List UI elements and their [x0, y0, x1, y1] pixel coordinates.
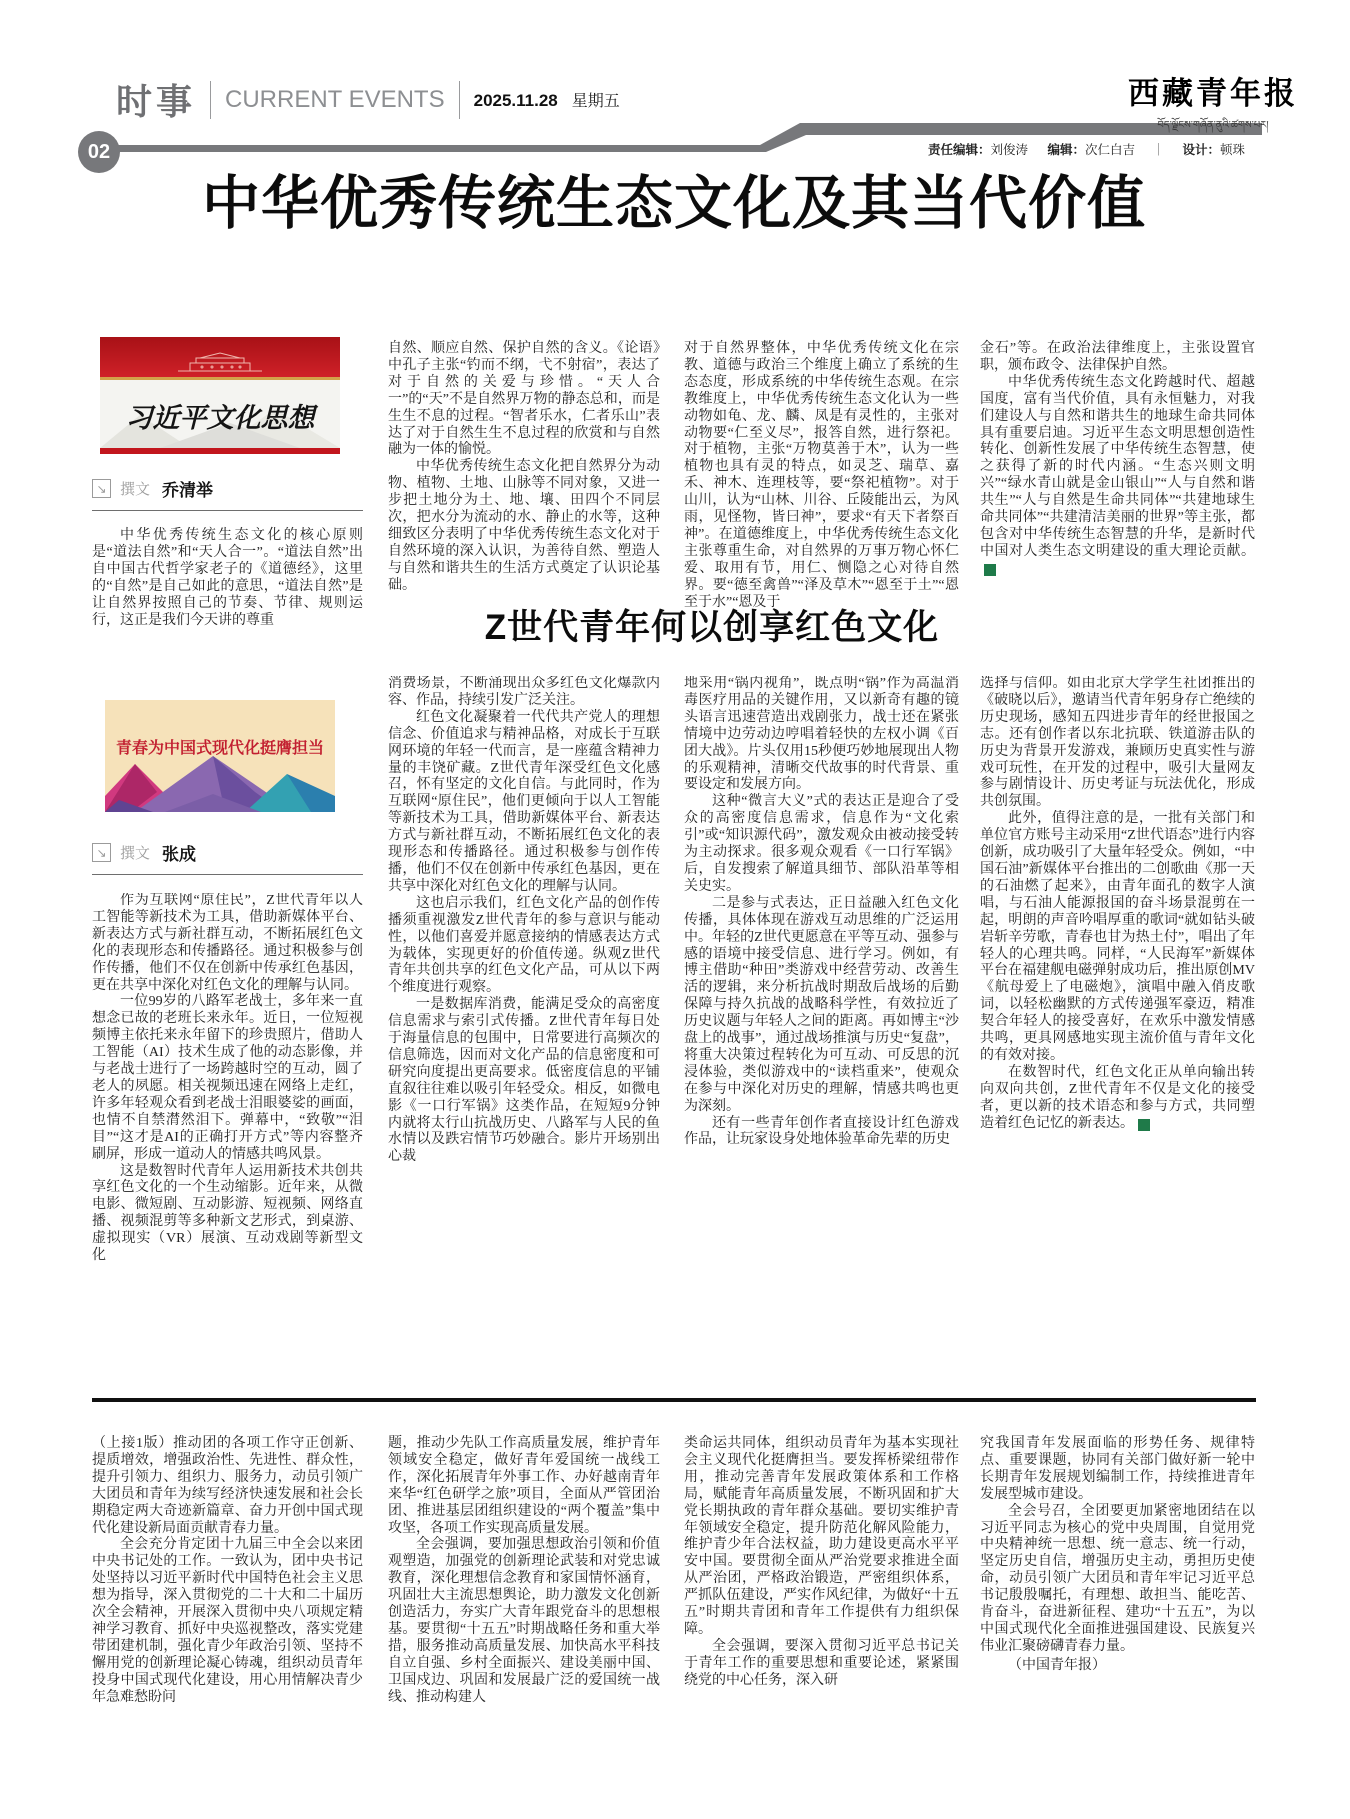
editor-label: 责任编辑： — [927, 143, 991, 157]
article2-column-4 — [980, 676, 1255, 1366]
paragraph: 作为互联网“原住民”，Z世代青年以人工智能等新技术为工具，借助新媒体平台、新表达方式与新社群互动，不断拓展红色文化的表现形态和传播路径。通过积极参与创作传播，他们不仅在创新中传承红色基因，更在共享中深化对红色文化的理解与认同。 — [92, 893, 363, 993]
article1-byline — [92, 476, 363, 511]
paragraph: 题，推动少先队工作高质量发展，维护青年领域安全稳定，做好青年爱国统一战线工作，深化拓展青年外事工作、办好越南青年来华“红色研学之旅”项目，全面从严管团治团、推进基层团组织建设的“两个覆盖”集中攻坚，各项工作实现高质量发展。 — [388, 1436, 660, 1536]
paragraph: 一位99岁的八路军老战士，多年来一直想念已故的老班长来永年。近日，一位短视频博主依托来永年留下的珍贵照片，借助人工智能（AI）技术生成了他的动态影像，并与老战士进行了一场跨越时空的互动，圆了老人的夙愿。相关视频迅速在网络上走红，许多年轻观众看到老战士泪眼婆娑的画面，也情不自禁潸然泪下。弹幕中，“致敬”“泪目”“这才是AI的正确打开方式”等内容整齐刷屏，形成一道动人的情感共鸣风景。 — [92, 994, 363, 1162]
paragraph: 自然、顺应自然、保护自然的含义。《论语》中孔子主张“钓而不纲，弋不射宿”，表达了对于自然的关爱与珍惜。“天人合一”的“天”不是自然界万物的静态总和，而是生生不息的过程。“智者乐水，仁者乐山”表达了对于自然生生不息过程的欣赏和与自然融为一体的愉悦。 — [388, 341, 660, 458]
article-end-icon: 青 — [1138, 1119, 1150, 1131]
paragraph: 全会强调，要深入贯彻习近平总书记关于青年工作的重要思想和重要论述，紧紧围绕党的中心任务，深入研 — [684, 1638, 959, 1688]
paragraph: 消费场景，不断涌现出众多红色文化爆款内容、作品，持续引发广泛关注。 — [388, 676, 660, 708]
paragraph: 这种“微言大义”式的表达正是迎合了受众的高密度信息需求，信息作为“文化索引”或“知识源代码”，激发观众由被动接受转为主动探求。很多观众观看《一口行军锅》后，自发搜索了解道具细节、部队沿革等相关史实。 — [684, 794, 959, 894]
article2-column-3 — [684, 676, 959, 1366]
byline-label: 撰文 — [120, 845, 151, 862]
paragraph: 对于自然界整体，中华优秀传统文化在宗教、道德与政治三个维度上确立了系统的生态态度，形成系统的中华传统生态观。在宗教维度上，中华优秀传统生态文化认为一些动物如龟、龙、麟、凤是有灵性的，主张对动物要“仁至义尽”，报答自然，进行祭祀。对于植物，主张“万物莫善于木”，认为一些植物也具有灵的特点，如灵芝、瑞草、嘉禾、神木、连理枝等，要“祭祀植物”。对于山川，认为“山林、川谷、丘陵能出云，为风雨，见怪物，皆曰神”，要求“有天下者祭百神”。在道德维度上，中华优秀传统生态文化主张尊重生命，对自然界的万事万物心怀仁爱、取用有节，用仁、恻隐之心对待自然界。要“德至禽兽”“泽及草木”“恩至于土”“恩至于水”“恩及于 — [684, 341, 959, 610]
page-number: 02 — [78, 131, 120, 173]
section-divider-rule — [92, 1398, 1256, 1402]
article2-byline — [92, 840, 363, 875]
masthead-name: 西藏青年报 — [1128, 76, 1298, 111]
source-credit: （中国青年报） — [1008, 1657, 1106, 1673]
article1-image-caption: 习近平文化思想 — [125, 403, 315, 433]
article-end-icon: 青 — [984, 564, 996, 576]
sub-editor-label: 编辑： — [1047, 143, 1085, 157]
article2-author: 张成 — [162, 845, 197, 864]
issue-date: 2025.11.28 — [473, 91, 558, 110]
paragraph: 二是参与式表达，正日益融入红色文化传播，具体体现在游戏互动思维的广泛运用中。年轻的Z世代更愿意在平等互动、强参与感的语境中接受信息、进行学习。例如，有博主借助“种田”类游戏中经营劳动、改善生活的逻辑，来分析抗战时期敌后战场的后勤保障与持久抗战的战略科学性，有效拉近了历史议题与年轻人之间的距离。再如博主“沙盘上的战事”，通过战场推演与历史“复盘”，将重大决策过程转化为可互动、可反思的沉浸体验，类似游戏中的“读档重来”，使观众在参与中深化对历史的理解，情感共鸣也更为深刻。 — [684, 895, 959, 1114]
arrow-corner-icon: ↘ — [92, 843, 111, 862]
paragraph: 中华优秀传统生态文化的核心原则是“道法自然”和“天人合一”。“道法自然”出自中国古代哲学家老子的《道德经》，这里的“自然”是自己如此的意思，“道法自然”是让自然界按照自己的节奏、节律、规则运行，这正是我们今天讲的尊重 — [92, 528, 363, 628]
article3-column-1 — [92, 1436, 363, 1707]
article3-column-3 — [684, 1436, 959, 1690]
arrow-corner-icon: ↘ — [92, 479, 111, 498]
paragraph: 究我国青年发展面临的形势任务、规律特点、重要课题，协同有关部门做好新一轮中长期青年发展规划编制工作，持续推进青年发展型城市建设。 — [980, 1436, 1255, 1502]
paragraph: 这也启示我们，红色文化产品的创作传播须重视激发Z世代青年的参与意识与能动性，以他们喜爱并愿意接纳的情感表达方式为载体，实现更好的价值传递。纵观Z世代青年共创共享的红色文化产品，可从以下两个维度进行观察。 — [388, 895, 660, 996]
article1-image — [100, 337, 340, 454]
credits-divider: ｜ — [1152, 143, 1165, 157]
paragraph: 在数智时代，红色文化正从单向输出转向双向共创，Z世代青年不仅是文化的接受者，更以新的技术语态和参与方式，共同塑造着红色记忆的新表达。 青 — [980, 1064, 1255, 1131]
paragraph: 此外，值得注意的是，一批有关部门和单位官方账号主动采用“Z世代语态”进行内容创新，成功吸引了大量年轻受众。例如，“中国石油”新媒体平台推出的二创歌曲《那一天的石油燃了起来》，由青年面孔的数字人演唱，与石油人能源报国的奋斗场景混剪在一起，明朗的声音吟唱厚重的歌词“就如钻头破岩斩辛劳歌，青春也甘为热土付”，唱出了年轻人的心理共鸣。同样，“人民海军”新媒体平台在福建舰电磁弹射成功后，推出原创MV《航母爱上了电磁炮》，演唱中融入俏皮歌词，以轻松幽默的方式传递强军豪迈，精准契合年轻人的接受喜好，在欢乐中激发情感共鸣，更具网感地实现主流价值与青年文化的有效对接。 — [980, 811, 1255, 1063]
paragraph: 全会号召，全团要更加紧密地团结在以习近平同志为核心的党中央周围，自觉用党中央精神统一思想、统一意志、统一行动，坚定历史自信，增强历史主动，勇担历史使命，动员引领广大团员和青年牢记习近平总书记殷殷嘱托，有理想、敢担当、能吃苦、肯奋斗，奋进新征程、建功“十五五”，为以中国式现代化全面推进强国建设、民族复兴伟业汇聚磅礴青春力量。 — [980, 1503, 1255, 1654]
paragraph: 一是数据库消费，能满足受众的高密度信息需求与索引式传播。Z世代青年每日处于海量信息的包围中，日常要进行高频次的信息筛选，因而对文化产品的信息密度和可研究向度提出更高要求。低密度信息的平铺直叙往往难以吸引年轻受众。相反，如微电影《一口行军锅》这类作品，在短短9分钟内就将太行山抗战历史、八路军与人民的鱼水情以及跌宕情节巧妙融合。影片开场别出心裁 — [388, 997, 660, 1165]
byline-label: 撰文 — [120, 481, 151, 498]
paragraph: 还有一些青年创作者直接设计红色游戏作品，让玩家设身处地体验革命先辈的历史 — [684, 1115, 959, 1148]
article2-image — [105, 700, 335, 812]
article1-author: 乔清举 — [162, 481, 214, 500]
credits-line — [928, 140, 1245, 158]
paragraph: 中华优秀传统生态文化把自然界分为动物、植物、土地、山脉等不同对象，又进一步把土地分为土、地、壤、田四个不同层次，把水分为流动的水、静止的水等，这种细致区分表明了中华优秀传统生态文化对于自然环境的深入认识，为善待自然、塑造人与自然和谐共生的生活方式奠定了认识论基础。 — [388, 459, 660, 593]
article1-column-3 — [684, 341, 959, 612]
article3-column-2 — [388, 1436, 660, 1707]
issue-weekday: 星期五 — [571, 93, 620, 110]
article1-column-2 — [388, 341, 660, 595]
paragraph: （上接1版）推动团的各项工作守正创新、提质增效，增强政治性、先进性、群众性，提升引领力、组织力、服务力，动员引领广大团员和青年为续写经济快速发展和社会长期稳定两大奇迹新篇章、奋力开创中国式现代化建设新局面贡献青春力量。 — [92, 1436, 363, 1536]
article2-column-2 — [388, 676, 660, 1366]
article1-column-1 — [92, 528, 363, 629]
article1-headline: 中华优秀传统生态文化及其当代价值 — [201, 171, 1146, 236]
paragraph: 地采用“锅内视角”，既点明“锅”作为高温消毒医疗用品的关键作用，又以新奇有趣的镜头语言迅速营造出戏剧张力，战士还在紧张情境中边劳动边哼唱着轻快的左权小调《百团大战》。片头仅用15秒便巧妙地展现出人物的乐观精神，清晰交代故事的时代背景、重要设定和发展方向。 — [684, 676, 959, 793]
article2-image-caption: 青春为中国式现代化挺膺担当 — [115, 740, 325, 757]
paragraph: 全会充分肯定团十九届三中全会以来团中央书记处的工作。一致认为，团中央书记处坚持以习近平新时代中国特色社会主义思想为指导，深入贯彻党的二十大和二十届历次全会精神，开展深入贯彻中央八项规定精神学习教育、抓好中央巡视整改，落实党建带团建机制，强化青少年政治引领、坚持不懈用党的创新理论凝心铸魂，组织动员青年投身中国式现代化建设，用心用情解决青少年急难愁盼问 — [92, 1537, 363, 1705]
paragraph: 红色文化凝聚着一代代共产党人的理想信念、价值追求与精神品格，对成长于互联网环境的年轻一代而言，是一座蕴含精神力量的丰饶矿藏。Z世代青年深受红色文化感召，怀有坚定的文化自信。与此同时，作为互联网“原住民”，他们更倾向于以人工智能等新技术为工具，借助新媒体平台、新表达方式与新社群互动，不断拓展红色文化的表现形态和传播路径。通过积极参与创作传播，他们不仅在创新中传承红色基因，更在共享中深化对红色文化的理解与认同。 — [388, 709, 660, 894]
section-title-cn: 时事 — [116, 81, 197, 122]
article1-column-4 — [980, 341, 1255, 578]
paragraph: 类命运共同体，组织动员青年为基本实现社会主义现代化挺膺担当。要发挥桥梁纽带作用，推动完善青年发展政策体系和工作格局，赋能青年高质量发展，不断巩固和扩大党长期执政的青年群众基础。要切实维护青年领域安全稳定，提升防范化解风险能力，维护青少年合法权益，助力建设更高水平平安中国。要贯彻全面从严治党要求推进全面从严治团，严格政治锻造，严密组织体系，严抓队伍建设，严实作风纪律，为做好“十五五”时期共青团和青年工作提供有力组织保障。 — [684, 1436, 959, 1637]
masthead-tibetan: བོད་ལྗོངས་གཞོན་ནུའི་ཚགས་པར། — [1157, 120, 1269, 131]
paragraph: 选择与信仰。如由北京大学学生社团推出的《破晓以后》，邀请当代青年躬身存亡绝续的历史现场，感知五四进步青年的经世报国之志。还有创作者以东北抗联、铁道游击队的历史为背景开发游戏，兼顾历史真实性与游戏可玩性，在开发的过程中，吸引大量网友参与剧情设计、历史考证与玩法优化，形成共创氛围。 — [980, 676, 1255, 810]
masthead — [1128, 68, 1298, 142]
article2-column-1 — [92, 893, 363, 1365]
designer-label: 设计： — [1182, 143, 1220, 157]
sub-editor-name: 次仁白吉 — [1084, 143, 1135, 157]
paragraph: 这是数智时代青年人运用新技术共创共享红色文化的一个生动缩影。近年来，从微电影、微短剧、互动影游、短视频、网络直播、视频混剪等多种新文艺形式，到桌游、虚拟现实（VR）展演、互动戏剧等新型文化 — [92, 1163, 363, 1264]
section-title-en: CURRENT EVENTS — [225, 85, 445, 113]
paragraph: 中华优秀传统生态文化跨越时代、超越国度，富有当代价值，具有永恒魅力，对我们建设人与自然和谐共生的地球生命共同体具有重要启迪。习近平生态文明思想创造性转化、创新性发展了中华传统生态智慧，使之获得了新的时代内涵。“生态兴则文明兴”“绿水青山就是金山银山”“人与自然和谐共生”“人与自然是生命共同体”“共建地球生命共同体”“共建清洁美丽的世界”等主张，都包含对中华传统生态智慧的升华，是新时代中国对人类生态文明建设的重大理论贡献。青 — [980, 374, 1255, 575]
article3-column-4 — [980, 1436, 1255, 1675]
paragraph: 金石”等。在政治法律维度上，主张设置官职，颁布政令、法律保护自然。 — [980, 341, 1255, 373]
editor-name: 刘俊涛 — [990, 143, 1028, 157]
designer-name: 顿珠 — [1219, 143, 1245, 157]
paragraph: 全会强调，要加强思想政治引领和价值观塑造，加强党的创新理论武装和对党忠诚教育，深化理想信念教育和家国情怀涵育，巩固壮大主流思想舆论，助力激发文化创新创造活力，夯实广大青年跟党奋斗的思想根基。要贯彻“十五五”时期战略任务和重大举措，服务推动高质量发展、加快高水平科技自立自强、乡村全面振兴、建设美丽中国、卫国戍边、巩固和发展最广泛的爱国统一战线、推动构建人 — [388, 1537, 660, 1705]
article2-headline: Z世代青年何以创享红色文化 — [484, 608, 940, 647]
